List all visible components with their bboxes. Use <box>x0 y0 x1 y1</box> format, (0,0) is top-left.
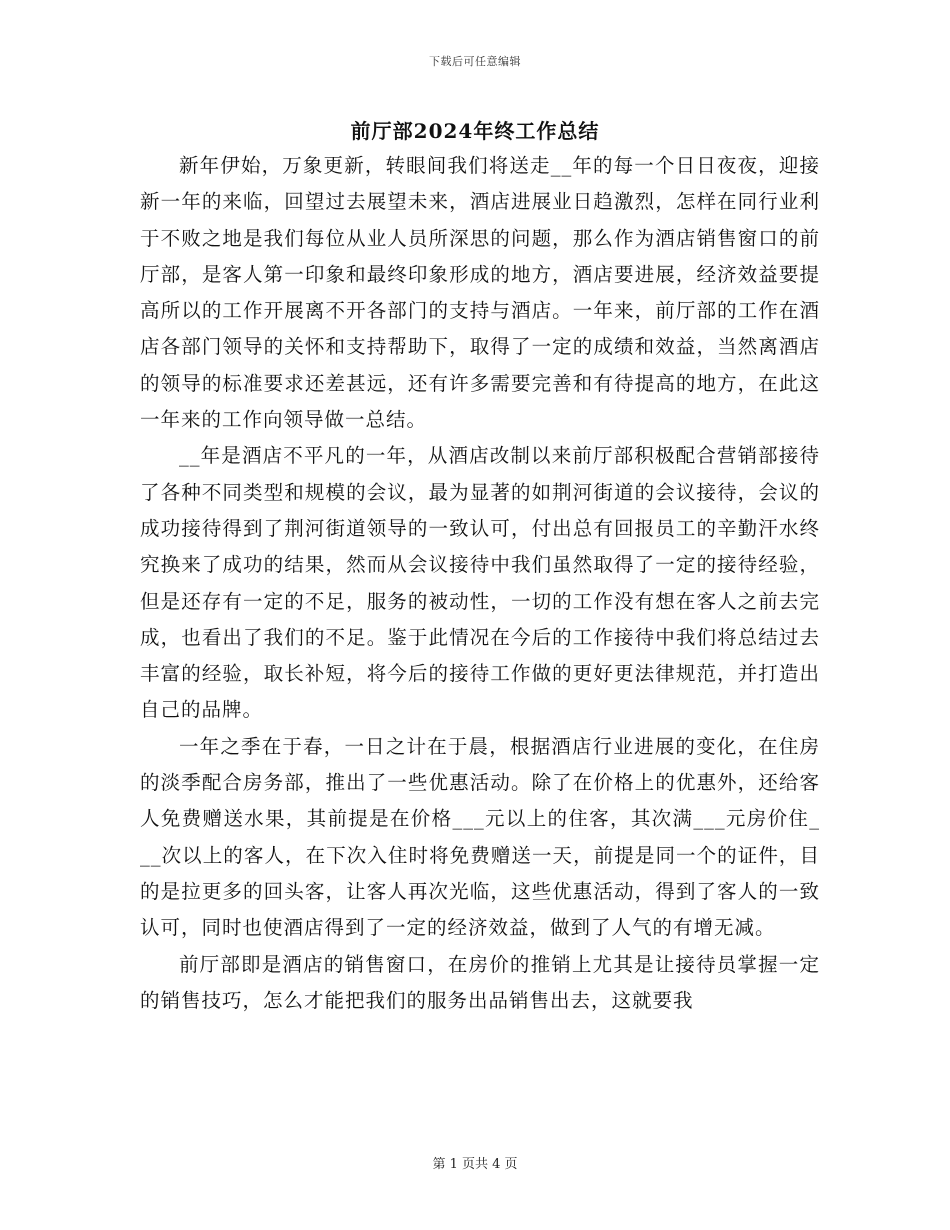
paragraph-1: 新年伊始，万象更新，转眼间我们将送走__年的每一个日日夜夜，迎接新一年的来临，回望过去展望未来，酒店进展业日趋激烈，怎样在同行业利于不败之地是我们每位从业人员所深思的问题，那么作为酒店销售窗口的前厅部，是客人第一印象和最终印象形成的地方，酒店要进展，经济效益要提高所以的工作开展离不开各部门的支持与酒店。一年来，前厅部的工作在酒店各部门领导的关怀和支持帮助下，取得了一定的成绩和效益，当然离酒店的领导的标准要求还差甚远，还有许多需要完善和有待提高的地方，在此这一年来的工作向领导做一总结。 <box>140 154 820 432</box>
page-header-note: 下载后可任意编辑 <box>429 55 521 68</box>
document-title: 前厅部2024年终工作总结 <box>350 119 600 143</box>
paragraph-2: __年是酒店不平凡的一年，从酒店改制以来前厅部积极配合营销部接待了各种不同类型和规模的会议，最为显著的如荆河街道的会议接待，会议的成功接待得到了荆河街道领导的一致认可，付出总有回报员工的辛勤汗水终究换来了成功的结果，然而从会议接待中我们虽然取得了一定的接待经验，但是还存有一定的不足，服务的被动性，一切的工作没有想在客人之前去完成，也看出了我们的不足。鉴于此情况在今后的工作接待中我们将总结过去丰富的经验，取长补短，将今后的接待工作做的更好更法律规范，并打造出自己的品牌。 <box>140 444 820 722</box>
document-body <box>140 148 820 1019</box>
paragraph-3: 一年之季在于春，一日之计在于晨，根据酒店行业进展的变化，在住房的淡季配合房务部，推出了一些优惠活动。除了在价格上的优惠外，还给客人免费赠送水果，其前提是在价格___元以上的住客，其次满___元房价住___次以上的客人，在下次入住时将免费赠送一天，前提是同一个的证件，目的是拉更多的回头客，让客人再次光临，这些优惠活动，得到了客人的一致认可，同时也使酒店得到了一定的经济效益，做到了人气的有增无减。 <box>140 734 820 940</box>
paragraph-4: 前厅部即是酒店的销售窗口，在房价的推销上尤其是让接待员掌握一定的销售技巧，怎么才能把我们的服务出品销售出去，这就要我 <box>140 952 820 1012</box>
page-footer-number: 第 1 页共 4 页 <box>432 1157 518 1172</box>
